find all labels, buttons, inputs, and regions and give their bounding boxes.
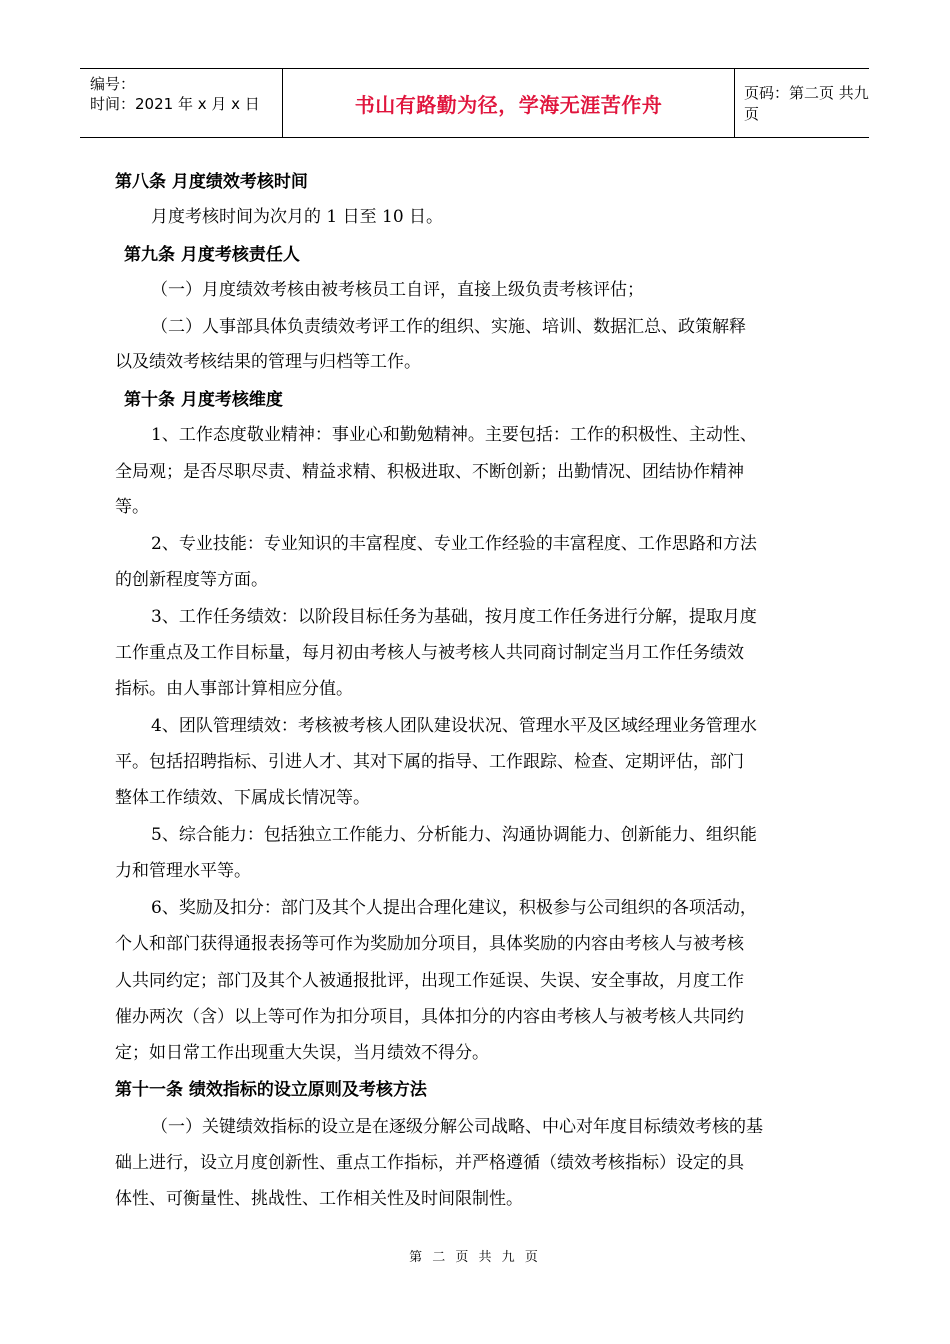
document-number-label: 编号： <box>90 75 136 93</box>
page-footer: 第 二 页 共 九 页 <box>409 1250 541 1265</box>
paragraph-line: 力和管理水平等。 <box>115 861 251 881</box>
paragraph-line: 工作重点及工作目标量，每月初由考核人与被考核人共同商讨制定当月工作任务绩效 <box>115 643 744 663</box>
header-table <box>80 68 869 138</box>
paragraph-line: 月度考核时间为次月的 1 日至 10 日。 <box>151 207 444 227</box>
paragraph-line: 2、专业技能：专业知识的丰富程度、专业工作经验的丰富程度、工作思路和方法 <box>151 534 757 554</box>
paragraph-line: 础上进行，设立月度创新性、重点工作指标，并严格遵循（绩效考核指标）设定的具 <box>115 1153 744 1173</box>
document-time-label: 时间：2021 年 x 月 x 日 <box>90 95 260 113</box>
header-page-cell <box>734 69 869 137</box>
paragraph-line: 3、工作任务绩效：以阶段目标任务为基础，按月度工作任务进行分解，提取月度 <box>151 607 757 627</box>
article-11-heading: 第十一条 绩效指标的设立原则及考核方法 <box>115 1080 427 1100</box>
page-number-label: 页码：第二页 共九页 <box>744 84 869 123</box>
motto-text: 书山有路勤为径，学海无涯苦作舟 <box>354 92 663 117</box>
paragraph-line: 催办两次（含）以上等可作为扣分项目，具体扣分的内容由考核人与被考核人共同约 <box>115 1007 744 1027</box>
paragraph-line: 的创新程度等方面。 <box>115 570 268 590</box>
paragraph-line: 5、综合能力：包括独立工作能力、分析能力、沟通协调能力、创新能力、组织能 <box>151 825 757 845</box>
paragraph-line: 1、工作态度敬业精神：事业心和勤勉精神。主要包括：工作的积极性、主动性、 <box>151 425 757 445</box>
paragraph-line: 个人和部门获得通报表扬等可作为奖励加分项目，具体奖励的内容由考核人与被考核 <box>115 934 744 954</box>
article-9-heading: 第九条 月度考核责任人 <box>124 245 300 265</box>
header-meta-cell <box>80 69 282 137</box>
paragraph-line: 定；如日常工作出现重大失误，当月绩效不得分。 <box>115 1043 489 1063</box>
paragraph-line: 4、团队管理绩效：考核被考核人团队建设状况、管理水平及区域经理业务管理水 <box>151 716 757 736</box>
paragraph-line: 人共同约定；部门及其个人被通报批评，出现工作延误、失误、安全事故，月度工作 <box>115 971 744 991</box>
header-motto-cell <box>282 69 735 137</box>
paragraph-line: 平。包括招聘指标、引进人才、其对下属的指导、工作跟踪、检查、定期评估，部门 <box>115 752 744 772</box>
paragraph-line: 体性、可衡量性、挑战性、工作相关性及时间限制性。 <box>115 1189 523 1209</box>
paragraph-line: 指标。由人事部计算相应分值。 <box>115 679 353 699</box>
article-10-heading: 第十条 月度考核维度 <box>124 390 283 410</box>
paragraph-line: 整体工作绩效、下属成长情况等。 <box>115 788 370 808</box>
paragraph-line: （一）月度绩效考核由被考核员工自评，直接上级负责考核评估； <box>151 280 644 300</box>
paragraph-line: 等。 <box>115 497 149 517</box>
article-8-heading: 第八条 月度绩效考核时间 <box>115 172 308 192</box>
paragraph-line: 以及绩效考核结果的管理与归档等工作。 <box>115 352 421 372</box>
paragraph-line: 全局观；是否尽职尽责、精益求精、积极进取、不断创新；出勤情况、团结协作精神 <box>115 462 744 482</box>
paragraph-line: 6、奖励及扣分：部门及其个人提出合理化建议，积极参与公司组织的各项活动， <box>151 898 757 918</box>
paragraph-line: （一）关键绩效指标的设立是在逐级分解公司战略、中心对年度目标绩效考核的基 <box>151 1117 763 1137</box>
paragraph-line: （二）人事部具体负责绩效考评工作的组织、实施、培训、数据汇总、政策解释 <box>151 317 746 337</box>
